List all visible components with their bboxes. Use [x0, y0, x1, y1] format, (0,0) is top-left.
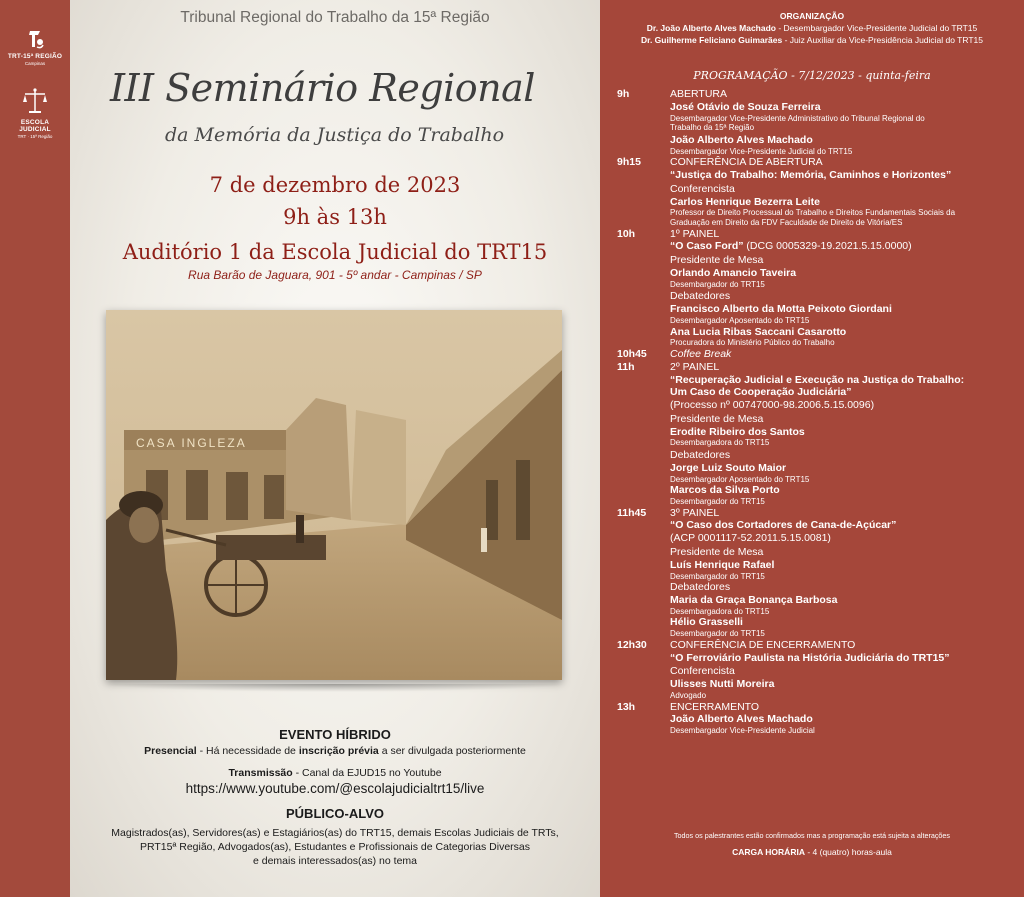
speaker-role	[670, 607, 1017, 617]
trt15-logo-name: TRT-15ª REGIÃO	[7, 53, 63, 60]
schedule-line-text: Procuradora do Ministério Público do Trabalho	[670, 338, 835, 348]
schedule-time: 11h	[617, 360, 635, 373]
schedule-line-text: Debatedores	[670, 449, 731, 462]
speaker-name	[670, 101, 1017, 114]
left-logo-strip	[0, 0, 70, 897]
footer-note: Todos os palestrantes estão confirmados mas a programação está sujeita a alterações	[673, 831, 951, 840]
carga-horaria	[600, 847, 1024, 857]
schedule-label	[670, 254, 1017, 267]
speaker-role	[670, 123, 1017, 133]
speaker-role	[670, 475, 1017, 485]
speaker-name	[670, 559, 1017, 572]
schedule-time: 9h	[617, 88, 630, 100]
schedule-label	[670, 639, 1017, 652]
talk-title	[670, 652, 1017, 665]
schedule-time: 9h15	[617, 156, 641, 169]
schedule-line-text: Desembargador Vice-Presidente Judicial	[670, 726, 815, 736]
schedule-label	[670, 449, 1017, 462]
schedule-line-text: 2º PAINEL	[670, 360, 720, 373]
speaker-name	[670, 196, 1017, 209]
carga-label: CARGA HORÁRIA	[732, 847, 805, 857]
programacao-title: PROGRAMAÇÃO - 7/12/2023 - quinta-feira	[693, 69, 931, 82]
speaker-role	[670, 691, 1017, 701]
schedule-line-text: CONFERÊNCIA DE ENCERRAMENTO	[670, 638, 856, 651]
speaker-name	[670, 462, 1017, 475]
schedule-content	[670, 228, 1017, 348]
schedule-line-text: Desembargador do TRT15	[670, 629, 765, 639]
org2-role: - Juiz Auxiliar da Vice-Presidência Judicial do TRT15	[782, 35, 984, 45]
speaker-role	[670, 438, 1017, 448]
schedule-label	[670, 507, 1017, 520]
schedule-line-text: Carlos Henrique Bezerra Leite	[670, 195, 820, 208]
speaker-name	[670, 616, 1017, 629]
schedule-content	[670, 639, 1017, 701]
schedule-label	[670, 290, 1017, 303]
schedule-line-text: Desembargador do TRT15	[670, 571, 765, 581]
speaker-name	[670, 678, 1017, 691]
schedule-line-text: Conferencista	[670, 182, 735, 195]
schedule-line-text: Ana Lucia Ribas Saccani Casarotto	[670, 325, 847, 338]
event-address: Rua Barão de Jaguara, 901 - 5º andar - Campinas / SP	[188, 268, 482, 282]
transmissao-label: Transmissão	[228, 767, 293, 779]
historic-street-photo	[106, 310, 562, 680]
schedule-item	[617, 507, 1017, 639]
schedule-line-text: Presidente de Mesa	[670, 546, 764, 559]
speaker-name	[670, 303, 1017, 316]
presencial-bold: inscrição prévia	[298, 745, 379, 757]
schedule-item	[617, 361, 1017, 507]
schedule-line-text: João Alberto Alves Machado	[670, 133, 813, 146]
presencial-text2: a ser divulgada posteriormente	[378, 745, 526, 757]
schedule-list	[617, 88, 1017, 736]
trt15-logo	[6, 28, 64, 66]
schedule-line-text: Graduação em Direito da FDV Faculdade de Direito de Vitória/ES	[670, 217, 903, 227]
schedule-line-text: Marcos da Silva Porto	[670, 484, 780, 497]
schedule-line-text: Professor de Direito Processual do Trabalho e Direitos Fundamentais Sociais da	[670, 208, 956, 218]
schedule-time: 10h45	[617, 347, 647, 360]
schedule-content	[670, 88, 1017, 156]
speaker-name	[670, 326, 1017, 339]
speaker-role	[670, 338, 1017, 348]
schedule-line-text: Debatedores	[670, 290, 731, 303]
schedule-line-text: João Alberto Alves Machado	[670, 713, 813, 726]
speaker-role	[670, 218, 1017, 228]
evento-presencial	[70, 745, 600, 757]
schedule-content	[670, 507, 1017, 639]
speaker-role	[670, 280, 1017, 290]
schedule-line-text: Coffee Break	[670, 347, 732, 360]
schedule-line-text: Desembargador Aposentado do TRT15	[670, 315, 810, 325]
schedule-line-text: CONFERÊNCIA DE ABERTURA	[670, 156, 823, 169]
schedule-line-text: Desembargadora do TRT15	[670, 606, 770, 616]
schedule-line-text: Conferencista	[670, 665, 735, 678]
youtube-url[interactable]: https://www.youtube.com/@escolajudicialtrt15/live	[185, 781, 485, 796]
schedule-time: 13h	[617, 700, 636, 713]
schedule-item	[617, 156, 1017, 227]
schedule-line-text: Desembargador do TRT15	[670, 279, 765, 289]
schedule-label	[670, 532, 1017, 545]
event-venue: Auditório 1 da Escola Judicial do TRT15	[122, 240, 548, 264]
schedule-line-text: Orlando Amancio Taveira	[670, 266, 797, 279]
schedule-item	[617, 701, 1017, 736]
organizacao-heading: ORGANIZAÇÃO	[779, 11, 845, 21]
schedule-line-text: Jorge Luiz Souto Maior	[670, 461, 787, 474]
schedule-line-text: Debatedores	[670, 581, 731, 594]
schedule-line-text: ABERTURA	[670, 88, 727, 100]
schedule-line-text: “Recuperação Judicial e Execução na Justiça do Trabalho:	[670, 373, 965, 386]
speaker-name	[670, 713, 1017, 726]
speaker-role	[670, 208, 1017, 218]
schedule-line-text: Advogado	[670, 691, 707, 700]
speaker-name	[670, 134, 1017, 147]
talk-title	[670, 519, 1017, 532]
schedule-label	[670, 183, 1017, 196]
schedule-content	[670, 348, 1017, 361]
speaker-role	[670, 114, 1017, 124]
schedule-line-text: Presidente de Mesa	[670, 254, 764, 267]
trt15-logo-sub: Campinas	[24, 61, 46, 66]
tribunal-name: Tribunal Regional do Trabalho da 15ª Região	[180, 9, 490, 26]
publico-line-2: PRT15ª Região, Advogados(as), Estudantes e Profissionais de Categorias Diversas	[139, 841, 531, 853]
schedule-line-text: Desembargador do TRT15	[670, 497, 765, 507]
talk-title	[670, 240, 1017, 253]
scales-of-justice-icon	[20, 86, 50, 116]
schedule-line-text: Maria da Graça Bonança Barbosa	[670, 594, 838, 607]
schedule-label	[670, 413, 1017, 426]
talk-title	[670, 169, 1017, 182]
schedule-line-text: Luís Henrique Rafael	[670, 558, 775, 571]
schedule-line-text: “Justiça do Trabalho: Memória, Caminhos e Horizontes”	[670, 168, 952, 181]
schedule-line-text: Francisco Alberto da Motta Peixoto Giordani	[670, 303, 892, 316]
schedule-label	[670, 546, 1017, 559]
escola-logo-sub: TRT · 15ª Região	[17, 134, 53, 139]
schedule-line-text: Um Caso de Cooperação Judiciária”	[670, 386, 852, 399]
event-hours: 9h às 13h	[283, 205, 387, 229]
schedule-item	[617, 348, 1017, 361]
schedule-line-text: Hélio Grasselli	[670, 616, 743, 629]
talk-title	[670, 374, 1017, 387]
schedule-label	[670, 228, 1017, 241]
publico-line-1: Magistrados(as), Servidores(as) e Estagiários(as) do TRT15, demais Escolas Judiciais de TRTs,	[111, 827, 559, 839]
schedule-item	[617, 228, 1017, 348]
schedule-label	[670, 701, 1017, 714]
speaker-role	[670, 629, 1017, 639]
schedule-line-text: (ACP 0001117-52.2011.5.15.0081)	[670, 532, 831, 545]
org1-role: - Desembargador Vice-Presidente Judicial do TRT15	[775, 23, 978, 33]
schedule-label	[670, 581, 1017, 594]
program-panel	[600, 0, 1024, 897]
speaker-role	[670, 726, 1017, 736]
schedule-line-text: Desembargadora do TRT15	[670, 438, 770, 448]
schedule-line-text: ENCERRAMENTO	[670, 700, 760, 713]
break-label	[670, 348, 1017, 361]
seminar-title: III Seminário Regional	[110, 66, 535, 110]
organizacao-line-2	[600, 35, 1024, 45]
schedule-label	[670, 399, 1017, 412]
organizacao-line-1	[600, 23, 1024, 33]
transmissao-text: - Canal da EJUD15 no Youtube	[292, 767, 442, 779]
schedule-line-text: Desembargador Vice-Presidente Judicial do TRT15	[670, 146, 853, 156]
speaker-name	[670, 426, 1017, 439]
schedule-line-text: “O Ferroviário Paulista na História Judiciária do TRT15”	[670, 651, 950, 664]
publico-line-3: e demais interessados(as) no tema	[253, 855, 417, 867]
schedule-time: 12h30	[617, 638, 647, 651]
speaker-role	[670, 497, 1017, 507]
org2-name: Dr. Guilherme Feliciano Guimarães	[640, 35, 783, 45]
schedule-line-text: 3º PAINEL	[670, 506, 720, 519]
escola-logo-name: ESCOLA JUDICIAL	[19, 119, 51, 133]
photo-sign-text: CASA INGLEZA	[136, 436, 247, 450]
schedule-label	[670, 665, 1017, 678]
schedule-label	[670, 156, 1017, 169]
schedule-line-text: Desembargador Vice-Presidente Administrativo do Tribunal Regional do	[670, 113, 925, 123]
schedule-time: 10h	[617, 227, 636, 240]
schedule-line-text: “O Caso dos Cortadores de Cana-de-Açúcar”	[670, 519, 897, 532]
schedule-line-text: José Otávio de Souza Ferreira	[670, 100, 821, 113]
schedule-line-text: Presidente de Mesa	[670, 412, 764, 425]
process-number: (DCG 0005329-19.2021.5.15.0000)	[743, 240, 912, 253]
schedule-line-text: 1º PAINEL	[670, 227, 720, 240]
speaker-name	[670, 484, 1017, 497]
event-date: 7 de dezembro de 2023	[209, 173, 461, 197]
speaker-role	[670, 572, 1017, 582]
schedule-line-text: (Processo nº 00747000-98.2006.5.15.0096)	[670, 399, 875, 412]
schedule-line-text: Ulisses Nutti Moreira	[670, 678, 775, 691]
schedule-label	[670, 88, 1017, 101]
schedule-content	[670, 156, 1017, 227]
publico-heading: PÚBLICO-ALVO	[286, 806, 384, 821]
speaker-name	[670, 594, 1017, 607]
schedule-line-text: Erodite Ribeiro dos Santos	[670, 425, 805, 438]
speaker-name	[670, 267, 1017, 280]
trt15-emblem-icon	[24, 28, 46, 50]
schedule-label	[670, 361, 1017, 374]
schedule-content	[670, 701, 1017, 736]
schedule-line-text: “O Caso Ford”	[670, 240, 744, 253]
escola-judicial-logo	[6, 86, 64, 139]
speaker-role	[670, 147, 1017, 157]
schedule-content	[670, 361, 1017, 507]
photo-shadow	[100, 684, 568, 692]
evento-transmissao	[70, 767, 600, 779]
schedule-item	[617, 639, 1017, 701]
schedule-line-text: Trabalho da 15ª Região	[670, 123, 755, 133]
presencial-text1: - Há necessidade de	[196, 745, 299, 757]
evento-heading: EVENTO HÍBRIDO	[279, 727, 391, 742]
presencial-label: Presencial	[144, 745, 197, 757]
seminar-subtitle: da Memória da Justiça do Trabalho	[165, 124, 505, 146]
schedule-item	[617, 88, 1017, 156]
speaker-role	[670, 316, 1017, 326]
schedule-time: 11h45	[617, 506, 647, 519]
org1-name: Dr. João Alberto Alves Machado	[646, 23, 776, 33]
main-poster-panel	[70, 0, 600, 897]
talk-title	[670, 386, 1017, 399]
carga-value: - 4 (quatro) horas-aula	[804, 847, 892, 857]
schedule-line-text: Desembargador Aposentado do TRT15	[670, 474, 810, 484]
